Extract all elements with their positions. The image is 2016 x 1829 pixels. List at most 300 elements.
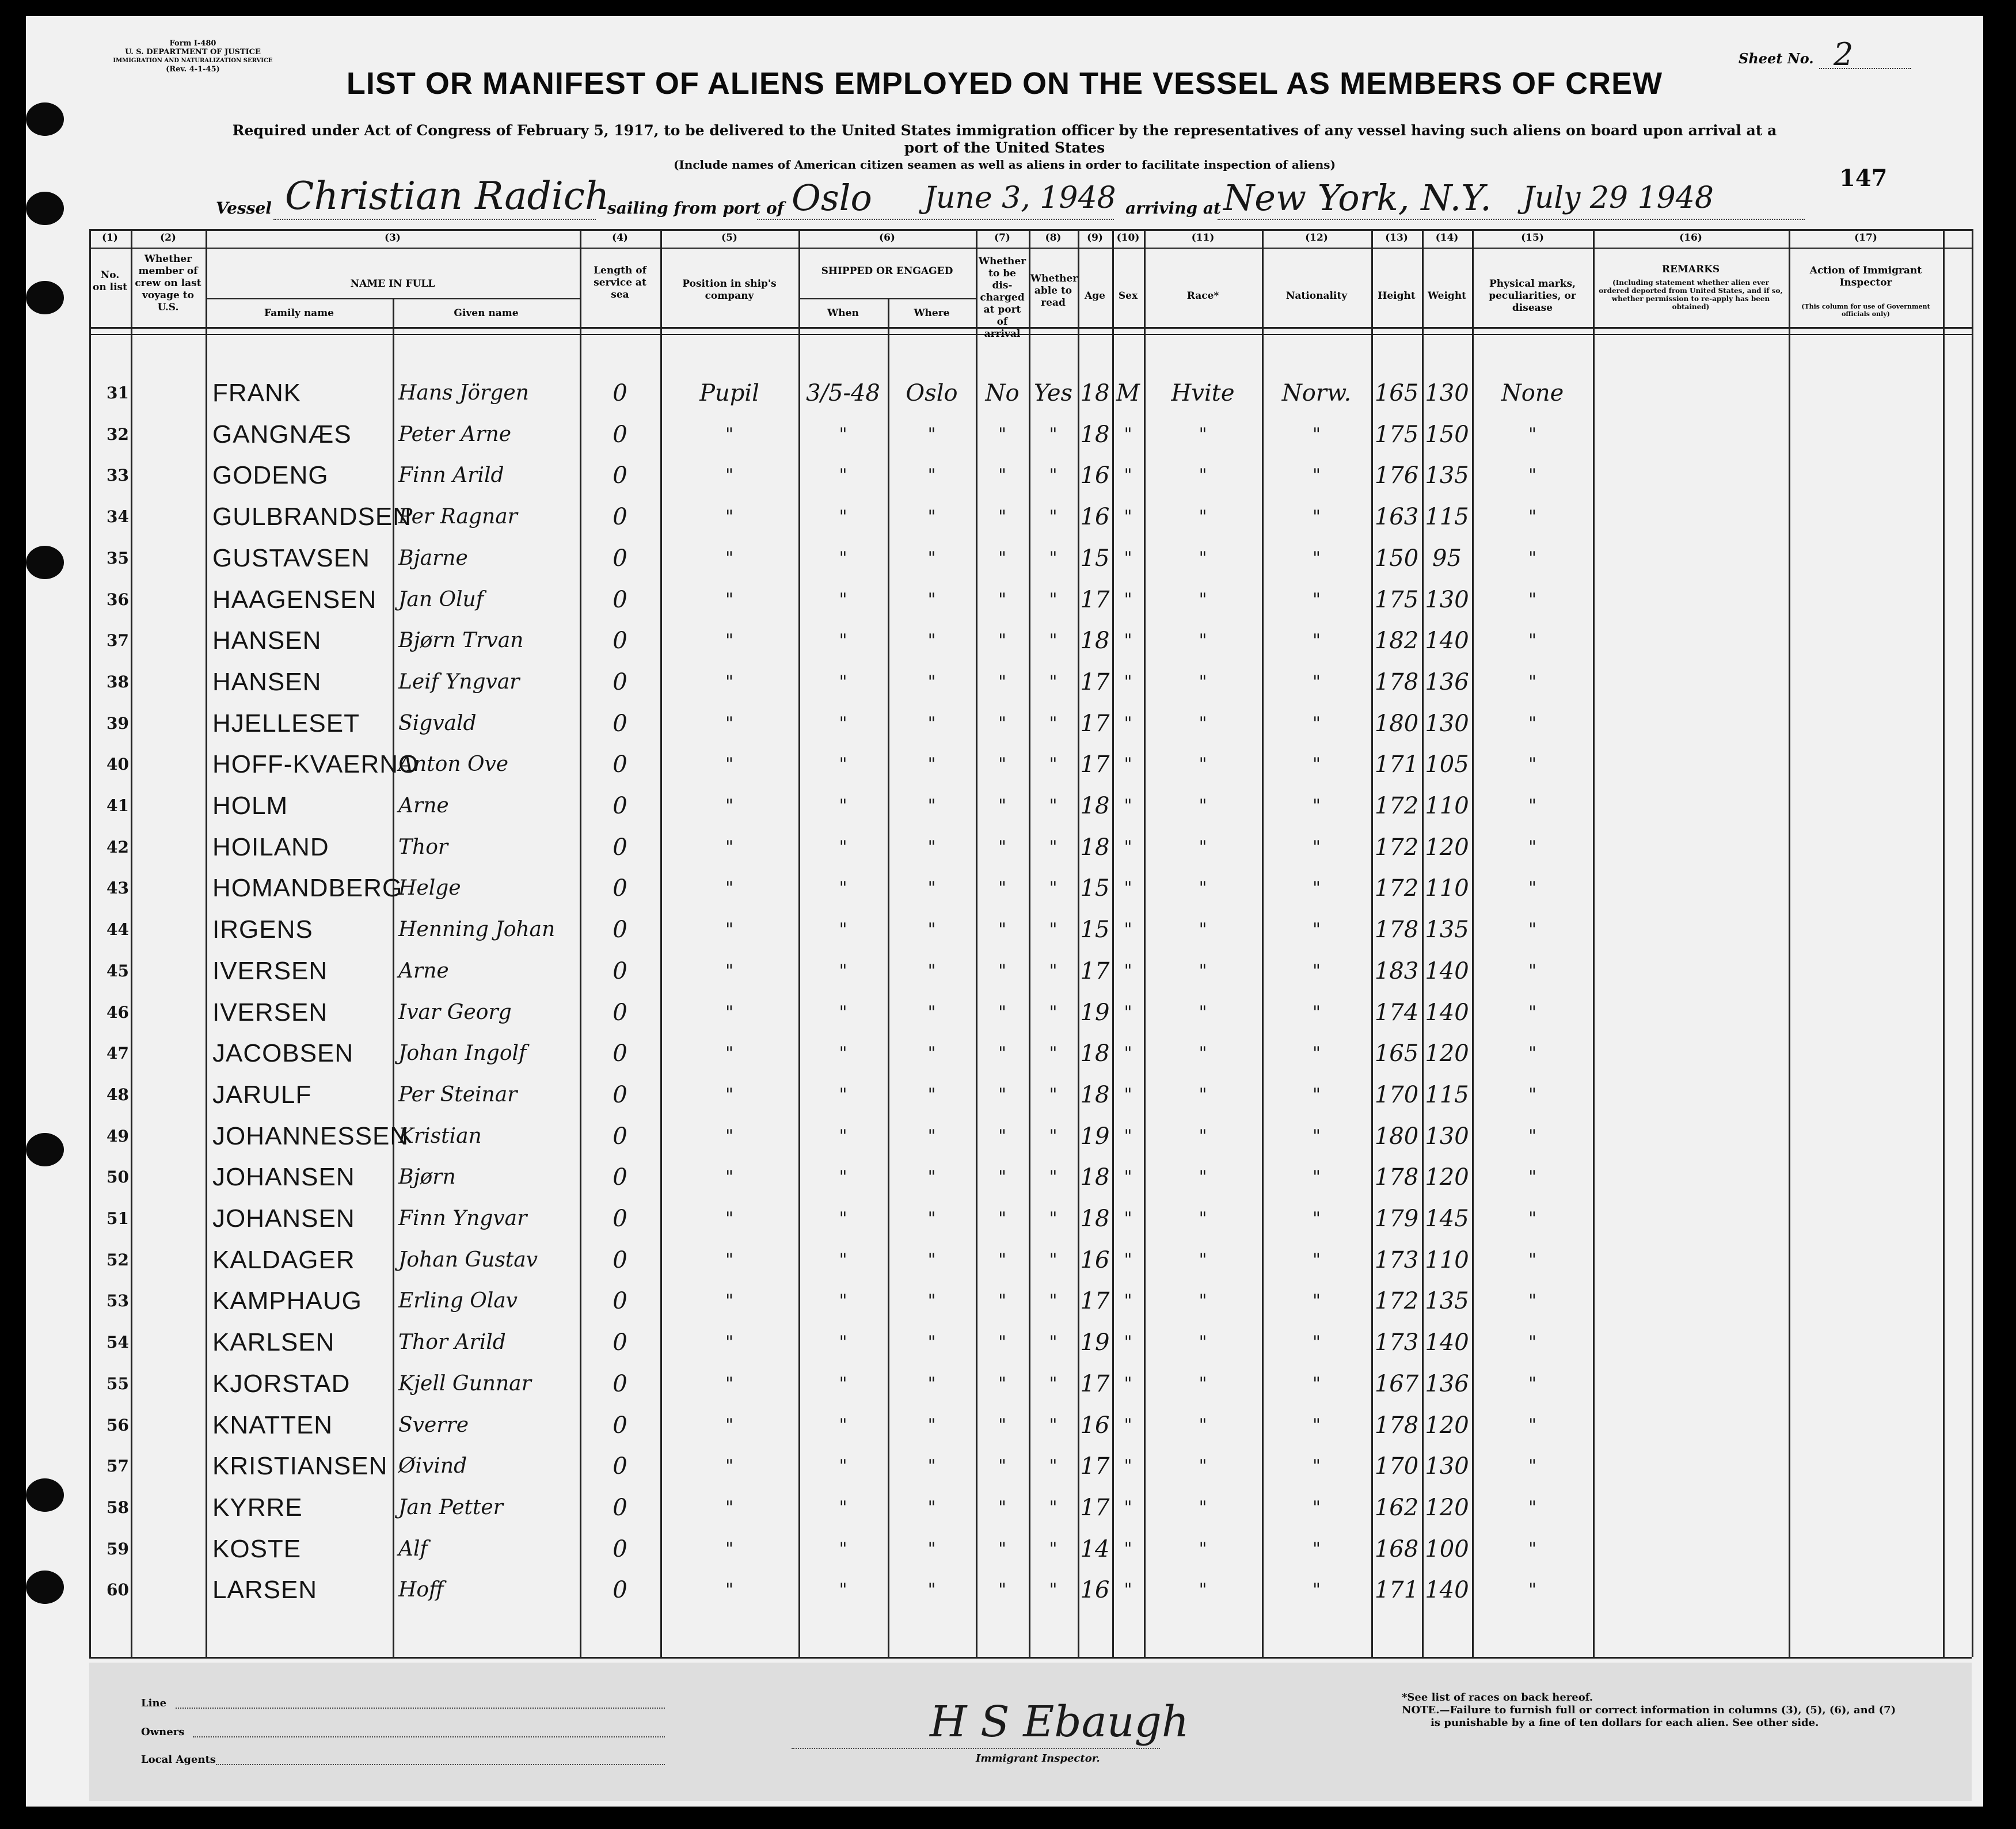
crew-row <box>26 1158 1983 1196</box>
cell-height: 176 <box>1374 462 1419 489</box>
cell-given: Bjarne <box>398 546 468 570</box>
cell-no: 57 <box>106 1457 129 1476</box>
cell-no: 51 <box>106 1209 129 1228</box>
cell-weight: 120 <box>1425 1412 1469 1439</box>
cell-marks: " <box>1528 1332 1536 1353</box>
cell-sex: " <box>1124 754 1132 775</box>
cell-height: 171 <box>1374 1577 1419 1604</box>
cell-marks: " <box>1528 1249 1536 1270</box>
cell-read: " <box>1049 1291 1058 1311</box>
header-remarks: REMARKS <box>1661 264 1720 275</box>
cell-no: 36 <box>106 590 129 609</box>
cell-position: " <box>725 507 733 527</box>
punch-hole <box>26 281 64 314</box>
cell-age: 18 <box>1080 1081 1110 1108</box>
cell-when: " <box>839 1456 847 1477</box>
cell-nationality: " <box>1313 1456 1321 1477</box>
cell-discharged: " <box>998 1332 1006 1353</box>
cell-read: " <box>1049 754 1058 775</box>
cell-family: HOLM <box>212 792 288 820</box>
arriving-underline <box>1218 219 1805 220</box>
cell-no: 32 <box>106 424 129 444</box>
cell-discharged: " <box>998 1497 1006 1518</box>
manifest-title: LIST OR MANIFEST OF ALIENS EMPLOYED ON THE VESSEL AS MEMBERS OF CREW <box>346 66 1663 101</box>
header-no-on-list: No. on list <box>93 269 127 293</box>
cell-no: 60 <box>106 1580 129 1600</box>
cell-when: " <box>839 589 847 610</box>
cell-weight: 135 <box>1425 1288 1469 1315</box>
cell-sex: " <box>1124 1456 1132 1477</box>
cell-family: HOMANDBERG <box>212 874 403 903</box>
colnum-4: (4) <box>612 232 628 244</box>
cell-nationality: " <box>1313 1208 1321 1229</box>
cell-service: 0 <box>613 793 627 819</box>
cell-height: 182 <box>1374 628 1419 655</box>
cell-nationality: " <box>1313 1249 1321 1270</box>
cell-position: " <box>725 1084 733 1105</box>
cell-read: " <box>1049 671 1058 692</box>
cell-age: 17 <box>1080 1288 1110 1315</box>
cell-when: " <box>839 754 847 775</box>
cell-nationality: " <box>1313 589 1321 610</box>
cell-no: 50 <box>106 1168 129 1187</box>
cell-where: " <box>927 1538 936 1559</box>
cell-race: " <box>1199 1084 1207 1105</box>
cell-weight: 110 <box>1425 793 1469 819</box>
cell-sex: " <box>1124 1125 1132 1146</box>
cell-age: 18 <box>1080 1040 1110 1067</box>
crew-row <box>26 1447 1983 1485</box>
date-to: July 29 1948 <box>1523 181 1714 215</box>
colnum-8: (8) <box>1045 232 1062 244</box>
cell-discharged: No <box>985 380 1020 406</box>
cell-marks: " <box>1528 1580 1536 1600</box>
header-double-rule <box>89 334 1972 335</box>
local-agents-label: Local Agents <box>141 1754 216 1766</box>
header-name-in-full: NAME IN FULL <box>350 278 435 290</box>
cell-age: 14 <box>1080 1535 1110 1562</box>
cell-no: 40 <box>106 755 129 774</box>
subheader-rule-6 <box>798 298 976 299</box>
crew-row <box>26 1489 1983 1527</box>
cell-read: " <box>1049 713 1058 733</box>
cell-service: 0 <box>613 421 627 448</box>
cell-discharged: " <box>998 1167 1006 1188</box>
cell-nationality: " <box>1313 424 1321 444</box>
cell-sex: " <box>1124 424 1132 444</box>
cell-discharged: " <box>998 919 1006 940</box>
cell-race: " <box>1199 1249 1207 1270</box>
cell-position: " <box>725 1002 733 1022</box>
cell-nationality: " <box>1313 1373 1321 1394</box>
cell-given: Bjørn Trvan <box>398 629 524 653</box>
cell-read: " <box>1049 630 1058 651</box>
cell-weight: 136 <box>1425 668 1469 695</box>
cell-marks: " <box>1528 1084 1536 1105</box>
cell-height: 173 <box>1374 1246 1419 1273</box>
cell-no: 54 <box>106 1333 129 1352</box>
cell-position: " <box>725 754 733 775</box>
races-note: *See list of races on back hereof. <box>1402 1691 1593 1703</box>
cell-age: 16 <box>1080 1412 1110 1439</box>
cell-height: 180 <box>1374 1123 1419 1150</box>
cell-nationality: " <box>1313 465 1321 486</box>
cell-sex: M <box>1116 380 1140 406</box>
cell-service: 0 <box>613 586 627 613</box>
cell-read: " <box>1049 589 1058 610</box>
cell-family: GODENG <box>212 461 329 490</box>
cell-age: 18 <box>1080 1206 1110 1232</box>
cell-where: " <box>927 713 936 733</box>
cell-race: " <box>1199 796 1207 816</box>
cell-weight: 115 <box>1425 1081 1469 1108</box>
cell-marks: " <box>1528 1167 1536 1188</box>
line-underline <box>176 1708 665 1709</box>
crew-row <box>26 1117 1983 1155</box>
cell-when: " <box>839 836 847 857</box>
crew-row <box>26 416 1983 454</box>
cell-discharged: " <box>998 960 1006 981</box>
cell-when: " <box>839 1497 847 1518</box>
cell-position: " <box>725 713 733 733</box>
cell-marks: " <box>1528 630 1536 651</box>
cell-read: " <box>1049 1456 1058 1477</box>
cell-discharged: " <box>998 1414 1006 1435</box>
cell-family: JOHANSEN <box>212 1204 355 1233</box>
cell-race: " <box>1199 547 1207 568</box>
cell-read: " <box>1049 1332 1058 1353</box>
cell-where: " <box>927 671 936 692</box>
cell-family: JOHANNESSEN <box>212 1121 409 1150</box>
crew-row <box>26 374 1983 412</box>
cell-where: " <box>927 1125 936 1146</box>
cell-position: Pupil <box>699 380 759 406</box>
cell-height: 174 <box>1374 999 1419 1026</box>
cell-race: " <box>1199 1497 1207 1518</box>
cell-marks: " <box>1528 1125 1536 1146</box>
cell-position: " <box>725 1332 733 1353</box>
cell-marks: " <box>1528 1208 1536 1229</box>
form-number: Form I-480 <box>169 39 216 48</box>
cell-position: " <box>725 424 733 444</box>
cell-nationality: " <box>1313 547 1321 568</box>
cell-weight: 120 <box>1425 1164 1469 1191</box>
cell-age: 17 <box>1080 957 1110 984</box>
cell-nationality: " <box>1313 754 1321 775</box>
cell-marks: " <box>1528 1002 1536 1022</box>
cell-nationality: " <box>1313 1414 1321 1435</box>
form-department: U. S. DEPARTMENT OF JUSTICE <box>125 48 261 56</box>
cell-sex: " <box>1124 1373 1132 1394</box>
sheet-number: 2 <box>1834 36 1854 73</box>
cell-height: 163 <box>1374 504 1419 531</box>
cell-when: " <box>839 1084 847 1105</box>
inspector-signature: H S Ebaugh <box>930 1697 1189 1747</box>
cell-discharged: " <box>998 589 1006 610</box>
cell-when: " <box>839 1580 847 1600</box>
local-agents-underline <box>216 1764 665 1765</box>
cell-given: Sigvald <box>398 711 477 735</box>
colnum-2: (2) <box>160 232 176 244</box>
cell-when: " <box>839 1002 847 1022</box>
cell-family: HANSEN <box>212 667 322 696</box>
cell-race: " <box>1199 1538 1207 1559</box>
cell-where: " <box>927 796 936 816</box>
cell-family: HAAGENSEN <box>212 585 377 614</box>
cell-when: " <box>839 1332 847 1353</box>
cell-no: 43 <box>106 879 129 898</box>
cell-read: " <box>1049 960 1058 981</box>
cell-sex: " <box>1124 1497 1132 1518</box>
cell-race: " <box>1199 1043 1207 1064</box>
cell-service: 0 <box>613 504 627 531</box>
cell-sex: " <box>1124 878 1132 899</box>
cell-marks: " <box>1528 424 1536 444</box>
cell-race: " <box>1199 507 1207 527</box>
cell-race: " <box>1199 878 1207 899</box>
cell-height: 183 <box>1374 957 1419 984</box>
cell-where: " <box>927 1332 936 1353</box>
cell-marks: " <box>1528 1456 1536 1477</box>
cell-where: " <box>927 919 936 940</box>
colnum-10: (10) <box>1116 232 1140 244</box>
cell-race: " <box>1199 919 1207 940</box>
cell-height: 162 <box>1374 1494 1419 1521</box>
cell-where: " <box>927 1208 936 1229</box>
cell-age: 17 <box>1080 710 1110 737</box>
header-last-voyage: Whether member of crew on last voyage to U.S. <box>135 253 201 313</box>
sailing-label: sailing from port of <box>607 199 784 218</box>
stamp-number: 147 <box>1839 165 1888 192</box>
cell-where: " <box>927 547 936 568</box>
owners-underline <box>193 1736 665 1737</box>
cell-race: " <box>1199 1414 1207 1435</box>
colnum-rule <box>89 248 1972 249</box>
cell-family: FRANK <box>212 379 302 407</box>
cell-age: 19 <box>1080 1329 1110 1356</box>
cell-age: 15 <box>1080 875 1110 902</box>
cell-service: 0 <box>613 462 627 489</box>
cell-discharged: " <box>998 796 1006 816</box>
cell-position: " <box>725 1538 733 1559</box>
cell-given: Erling Olav <box>398 1289 518 1313</box>
cell-when: 3/5-48 <box>806 380 880 406</box>
crew-row <box>26 1076 1983 1114</box>
header-physical-marks: Physical marks, peculiarities, or disease <box>1489 278 1576 314</box>
cell-when: " <box>839 547 847 568</box>
cell-height: 175 <box>1374 421 1419 448</box>
cell-service: 0 <box>613 1288 627 1315</box>
cell-read: " <box>1049 1497 1058 1518</box>
cell-weight: 130 <box>1425 1453 1469 1480</box>
cell-sex: " <box>1124 1084 1132 1105</box>
cell-position: " <box>725 1167 733 1188</box>
cell-weight: 145 <box>1425 1206 1469 1232</box>
cell-given: Kjell Gunnar <box>398 1371 531 1395</box>
crew-row <box>26 663 1983 701</box>
cell-weight: 110 <box>1425 875 1469 902</box>
crew-row <box>26 787 1983 825</box>
cell-nationality: " <box>1313 1002 1321 1022</box>
cell-position: " <box>725 836 733 857</box>
cell-height: 178 <box>1374 917 1419 944</box>
cell-nationality: " <box>1313 507 1321 527</box>
cell-given: Finn Yngvar <box>398 1207 527 1230</box>
cell-age: 17 <box>1080 1494 1110 1521</box>
crew-row <box>26 1035 1983 1073</box>
cell-marks: " <box>1528 589 1536 610</box>
cell-weight: 95 <box>1432 545 1462 572</box>
cell-family: IRGENS <box>212 915 313 944</box>
cell-position: " <box>725 589 733 610</box>
manifest-sheet <box>26 16 1983 1807</box>
cell-race: " <box>1199 589 1207 610</box>
cell-service: 0 <box>613 668 627 695</box>
cell-given: Per Ragnar <box>398 505 518 529</box>
crew-row <box>26 581 1983 619</box>
cell-when: " <box>839 507 847 527</box>
cell-age: 17 <box>1080 586 1110 613</box>
crew-row <box>26 952 1983 990</box>
cell-service: 0 <box>613 1246 627 1273</box>
cell-read: " <box>1049 1249 1058 1270</box>
cell-discharged: " <box>998 878 1006 899</box>
cell-family: KAMPHAUG <box>212 1287 362 1315</box>
cell-age: 18 <box>1080 834 1110 861</box>
cell-family: KALDAGER <box>212 1245 355 1274</box>
cell-where: " <box>927 836 936 857</box>
vessel-label: Vessel <box>216 199 272 218</box>
cell-read: " <box>1049 1043 1058 1064</box>
cell-height: 150 <box>1374 545 1419 572</box>
crew-row <box>26 1282 1983 1320</box>
cell-read: " <box>1049 1167 1058 1188</box>
cell-service: 0 <box>613 1370 627 1397</box>
cell-given: Johan Gustav <box>398 1248 538 1272</box>
crew-row <box>26 1324 1983 1362</box>
cell-service: 0 <box>613 957 627 984</box>
form-service: IMMIGRATION AND NATURALIZATION SERVICE <box>113 58 273 64</box>
manifest-subtitle: Required under Act of Congress of February 5, 1917, to be delivered to the United States immigration officer by the representatives of any vessel having such aliens on board upon arrival at a <box>232 122 1777 139</box>
cell-nationality: " <box>1313 1291 1321 1311</box>
cell-age: 15 <box>1080 545 1110 572</box>
manifest-instruction: (Include names of American citizen seamen as well as aliens in order to facilitate inspection of aliens) <box>673 158 1336 172</box>
sailing-underline <box>757 219 1114 220</box>
cell-sex: " <box>1124 671 1132 692</box>
vessel-underline <box>273 219 596 220</box>
cell-sex: " <box>1124 1002 1132 1022</box>
cell-position: " <box>725 1043 733 1064</box>
cell-service: 0 <box>613 875 627 902</box>
header-bottom-rule <box>89 327 1972 329</box>
cell-position: " <box>725 1456 733 1477</box>
cell-position: " <box>725 1125 733 1146</box>
cell-no: 59 <box>106 1539 129 1558</box>
header-family-name: Family name <box>264 307 334 319</box>
cell-weight: 100 <box>1425 1535 1469 1562</box>
cell-given: Finn Arild <box>398 463 504 488</box>
cell-family: IVERSEN <box>212 956 328 985</box>
colnum-3: (3) <box>385 232 401 244</box>
cell-discharged: " <box>998 630 1006 651</box>
cell-sex: " <box>1124 507 1132 527</box>
cell-service: 0 <box>613 380 627 406</box>
cell-position: " <box>725 1291 733 1311</box>
manifest-footer <box>89 1663 1972 1801</box>
cell-where: " <box>927 1456 936 1477</box>
cell-no: 45 <box>106 961 129 980</box>
cell-family: HANSEN <box>212 626 322 655</box>
header-age: Age <box>1085 290 1105 302</box>
crew-row <box>26 1530 1983 1568</box>
cell-family: KOSTE <box>212 1534 302 1563</box>
cell-no: 39 <box>106 713 129 733</box>
cell-marks: " <box>1528 671 1536 692</box>
cell-where: " <box>927 507 936 527</box>
cell-weight: 110 <box>1425 1246 1469 1273</box>
crew-row <box>26 498 1983 536</box>
cell-position: " <box>725 465 733 486</box>
cell-position: " <box>725 1373 733 1394</box>
cell-nationality: " <box>1313 878 1321 899</box>
cell-race: Hvite <box>1171 380 1235 406</box>
cell-height: 172 <box>1374 1288 1419 1315</box>
cell-where: " <box>927 1373 936 1394</box>
cell-service: 0 <box>613 545 627 572</box>
cell-where: " <box>927 630 936 651</box>
line-label: Line <box>141 1697 167 1709</box>
crew-row <box>26 869 1983 907</box>
cell-given: Per Steinar <box>398 1082 518 1106</box>
cell-read: " <box>1049 507 1058 527</box>
cell-where: " <box>927 1167 936 1188</box>
cell-read: " <box>1049 1538 1058 1559</box>
cell-age: 18 <box>1080 1164 1110 1191</box>
crew-row <box>26 1365 1983 1403</box>
cell-weight: 105 <box>1425 751 1469 778</box>
cell-service: 0 <box>613 1494 627 1521</box>
cell-when: " <box>839 1167 847 1188</box>
cell-where: " <box>927 1002 936 1022</box>
colnum-7: (7) <box>994 232 1010 244</box>
cell-discharged: " <box>998 1084 1006 1105</box>
cell-discharged: " <box>998 1249 1006 1270</box>
cell-sex: " <box>1124 1414 1132 1435</box>
cell-given: Henning Johan <box>398 918 556 942</box>
cell-race: " <box>1199 1208 1207 1229</box>
cell-marks: " <box>1528 465 1536 486</box>
cell-read: " <box>1049 919 1058 940</box>
vessel-name: Christian Radich <box>285 174 610 218</box>
cell-height: 172 <box>1374 793 1419 819</box>
cell-no: 48 <box>106 1085 129 1104</box>
crew-row <box>26 457 1983 495</box>
cell-race: " <box>1199 1125 1207 1146</box>
cell-where: " <box>927 754 936 775</box>
cell-weight: 140 <box>1425 1329 1469 1356</box>
cell-sex: " <box>1124 1249 1132 1270</box>
cell-marks: " <box>1528 1373 1536 1394</box>
cell-race: " <box>1199 671 1207 692</box>
cell-marks: " <box>1528 1291 1536 1311</box>
header-where: Where <box>914 307 950 319</box>
cell-read: " <box>1049 465 1058 486</box>
cell-where: Oslo <box>906 380 958 406</box>
colnum-11: (11) <box>1191 232 1215 244</box>
cell-race: " <box>1199 754 1207 775</box>
cell-family: KNATTEN <box>212 1410 333 1439</box>
cell-where: " <box>927 465 936 486</box>
